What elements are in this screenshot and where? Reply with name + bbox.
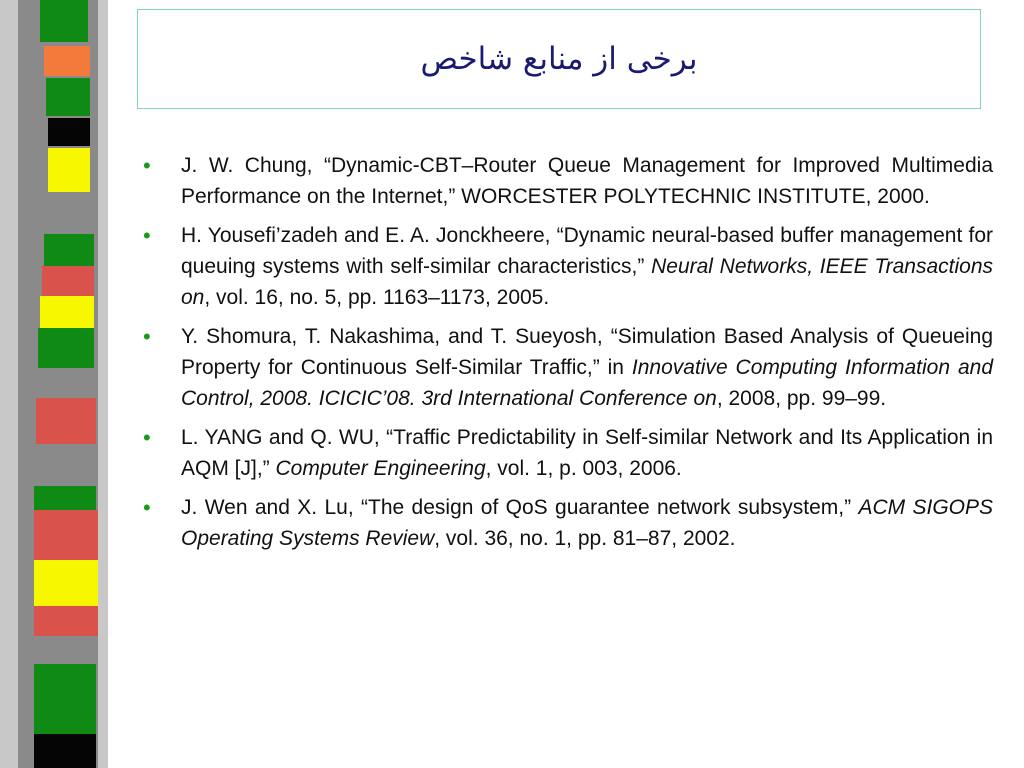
reference-item xyxy=(143,220,993,313)
strip-block xyxy=(46,78,90,116)
strip-block xyxy=(40,296,94,328)
reference-item xyxy=(143,492,993,554)
bullet-icon: • xyxy=(143,495,151,520)
reference-venue: Computer Engineering xyxy=(275,457,486,480)
reference-text: Y. Shomura, T. Nakashima, and T. Sueyosh, “Simulation Based Analysis of Queueing Property for Continuous Self-Similar Traffic,” in xyxy=(181,325,993,379)
strip-block xyxy=(34,734,96,768)
strip-block xyxy=(34,560,98,606)
strip-block xyxy=(44,234,94,266)
strip-block xyxy=(34,664,96,734)
slide-title: برخی از منابع شاخص xyxy=(420,41,698,77)
reference-venue: Innovative Computing Information and Control, 2008. ICICIC’08. 3rd International Conference on xyxy=(181,356,993,410)
strip-block xyxy=(44,46,90,76)
strip-block xyxy=(34,486,96,510)
reference-details: , vol. 16, no. 5, pp. 1163–1173, 2005. xyxy=(204,286,550,309)
strip-block xyxy=(36,398,96,444)
reference-text: J. Wen and X. Lu, “The design of QoS guarantee network subsystem,” xyxy=(181,496,859,519)
bullet-icon: • xyxy=(143,324,151,349)
reference-text: L. YANG and Q. WU, “Traffic Predictability in Self-similar Network and Its Application in AQM [J],” xyxy=(181,426,993,480)
reference-venue: ACM SIGOPS Operating Systems Review xyxy=(181,496,994,550)
strip-block xyxy=(48,148,90,192)
strip-block xyxy=(38,328,94,368)
title-box xyxy=(137,9,981,109)
decorative-color-strip xyxy=(0,0,108,768)
strip-block xyxy=(42,266,94,296)
reference-details: , vol. 36, no. 1, pp. 81–87, 2002. xyxy=(434,527,736,550)
bullet-icon: • xyxy=(143,425,151,450)
reference-text: J. W. Chung, “Dynamic-CBT–Router Queue Management for Improved Multimedia Performance on the Internet,” WORCESTER POLYTECHNIC INSTITUTE, 2000. xyxy=(181,154,993,208)
reference-list xyxy=(143,150,993,562)
strip-block xyxy=(34,510,98,560)
reference-details: , 2008, pp. 99–99. xyxy=(716,387,887,410)
strip-block xyxy=(48,118,90,146)
reference-venue: Neural Networks, IEEE Transactions on xyxy=(181,255,993,309)
reference-item xyxy=(143,321,993,414)
reference-item xyxy=(143,150,993,212)
reference-item xyxy=(143,422,993,484)
bullet-icon: • xyxy=(143,153,151,178)
strip-block xyxy=(40,0,88,42)
reference-details: , vol. 1, p. 003, 2006. xyxy=(485,457,682,480)
reference-text: H. Yousefi’zadeh and E. A. Jonckheere, “Dynamic neural-based buffer management for queuing systems with self-similar characteristics,” xyxy=(181,224,993,278)
strip-block xyxy=(34,606,98,636)
bullet-icon: • xyxy=(143,223,151,248)
